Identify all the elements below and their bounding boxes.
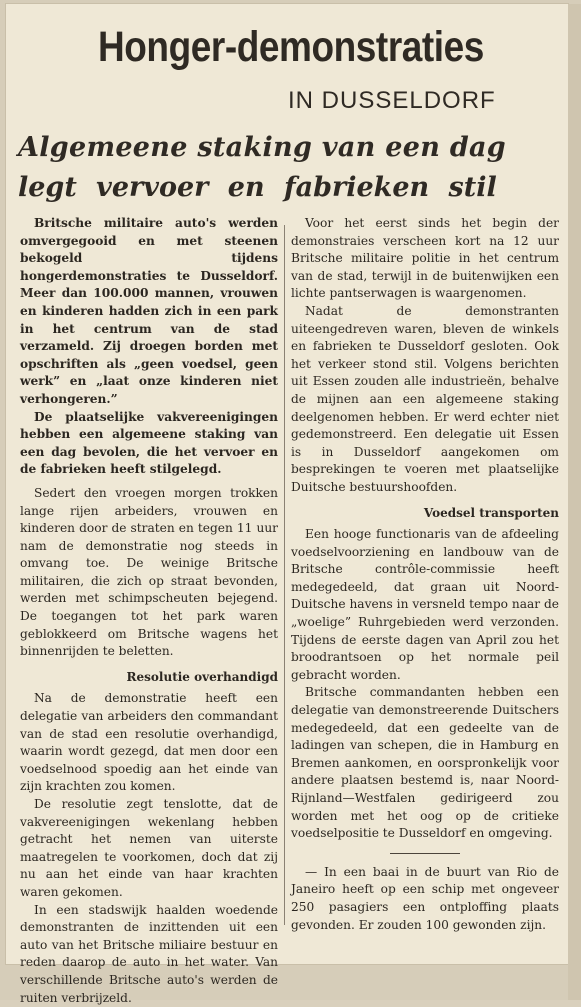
body-paragraph: Sedert den vroegen morgen trokken lange rijen arbeiders, vrouwen en kinderen door de straten en tegen 11 uur nam de demonstratie nog steeds in omvang toe. De weinige Britsche militairen, die zich op straat bevonden, werden met schimpscheuten bejegend. De toegangen tot het park waren geblokkeerd om Britsche wagens het binnenrijden te beletten. <box>20 485 278 659</box>
column-divider <box>284 225 285 925</box>
body-paragraph: Britsche commandanten hebben een delegatie van demonstreerende Duitschers medegedeeld, dat een gedeelte van de ladingen van schepen, die in Hamburg en Bremen aankomen, en oorspronkelijk voor andere plaatsen bestemd is, naar Noord-Rijnland—Westfalen gedirigeerd zou worden met het oog op de critieke voedselpositie te Dusseldorf en omgeving. <box>291 685 559 841</box>
left-column <box>20 215 278 1007</box>
lead-paragraph: De plaatselijke vakvereenigingen hebben een algemeene staking van een dag bevolen, die het vervoer en de fabrieken heeft stilgelegd. <box>20 409 278 477</box>
paper-edge <box>568 4 581 1000</box>
headline: Honger-demonstraties <box>98 23 484 71</box>
body-paragraph: Een hooge functionaris van de afdeeling voedselvoorziening en landbouw van de Britsche contrôle-commissie heeft medegedeeld, dat graan uit Noord-Duitsche havens in versneld tempo naar de „woelige” Ruhrgebieden werd verzonden. Tijdens de eerste dagen van April zou het broodrantsoen op het normale peil gebracht worden. <box>291 527 559 682</box>
deck-line-1: Algemeene staking van een dag <box>18 132 506 163</box>
body-paragraph: Na de demonstratie heeft een delegatie van arbeiders den commandant van de stad een resolutie overhandigd, waarin wordt gezegd, dat men door een voedselnood spoedig aan het einde van zijn krachten zou komen. <box>20 691 278 794</box>
deck-line-2: legt vervoer en fabrieken stil <box>18 172 497 203</box>
body-paragraph: Nadat de demonstranten uiteengedreven waren, bleven de winkels en fabrieken te Dusseldorf gesloten. Ook het verkeer stond stil. Volgens berichten uit Essen zouden alle industrieën, behalve de mijnen aan een algemeene staking deelgenomen hebben. Er werd echter niet gedemonstreerd. Een delegatie uit Essen is in Dusseldorf aangekomen om besprekingen te voeren met plaatselijke Duitsche bestuurshoofden. <box>291 303 559 494</box>
section-subhead: Voedsel transporten <box>423 505 559 520</box>
article-separator <box>390 853 460 854</box>
body-paragraph: De resolutie zegt tenslotte, dat de vakvereenigingen wekenlang hebben getracht het nemen van uiterste maatregelen te voorkomen, doch dat zij nu aan het einde van haar krachten waren gekomen. <box>20 797 278 899</box>
right-column <box>291 215 559 934</box>
body-paragraph: Voor het eerst sinds het begin der demonstraies verscheen kort na 12 uur Britsche militaire politie in het centrum van de stad, terwijl in de buitenwijken een lichte pantserwagen is waargenomen. <box>291 216 559 301</box>
news-brief: — In een baai in de buurt van Rio de Janeiro heeft op een schip met ongeveer 250 pasagiers een ontploffing plaats gevonden. Er zouden 100 gewonden zijn. <box>291 864 559 932</box>
lead-paragraph: Britsche militaire auto's werden omvergegooid en met steenen bekogeld tijdens hongerdemonstraties te Dusseldorf. Meer dan 100.000 mannen, vrouwen en kinderen hadden zich in een park in het centrum van de stad verzameld. Zij droegen borden met opschriften als „geen voedsel, geen werk” en „laat onze kinderen niet verhongeren.” <box>20 216 278 406</box>
section-subhead: Resolutie overhandigd <box>126 669 278 684</box>
subheadline: IN DUSSELDORF <box>288 87 496 114</box>
body-paragraph: In een stadswijk haalden woedende demonstranten de inzittenden uit een auto van het Britsche miliaire bestuur en reden daarop de auto in het water. Van verschillende Britsche auto's werden de ruiten verbrijzeld. <box>20 902 278 1005</box>
